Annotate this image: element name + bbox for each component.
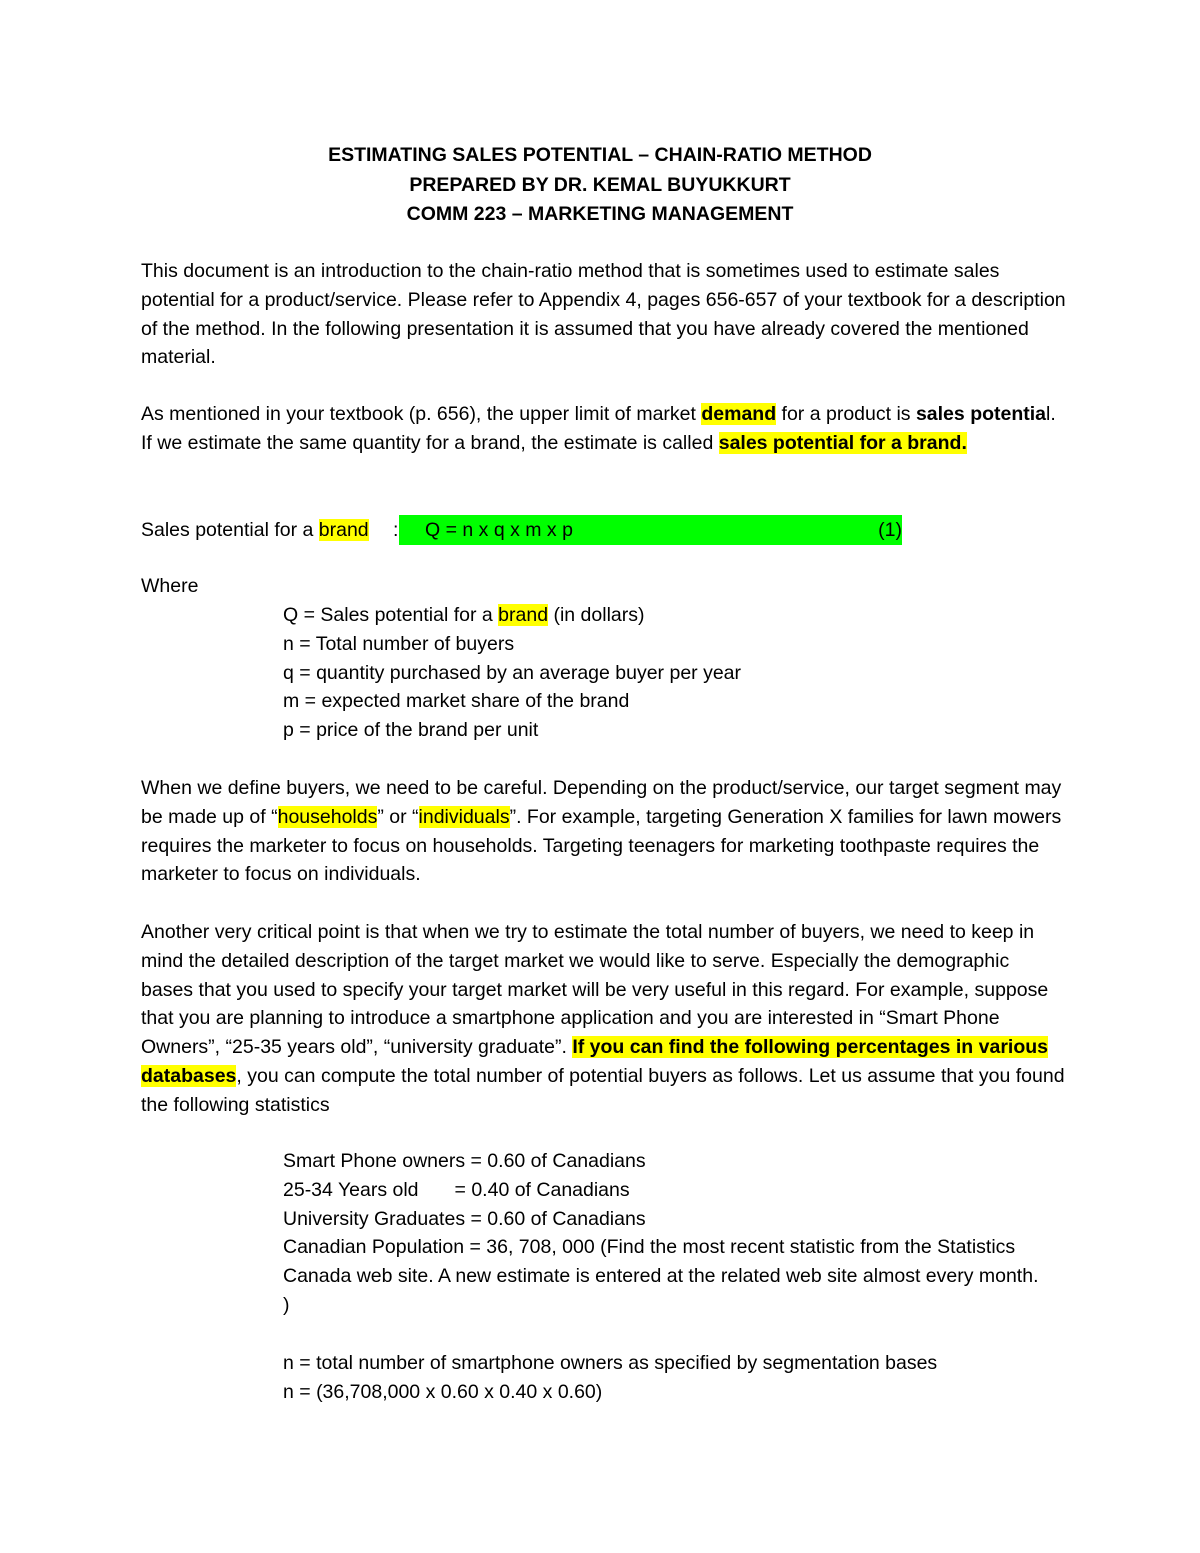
n-definition: n = total number of smartphone owners as specified by segmentation bases — [283, 1352, 938, 1374]
formula-lead: Sales potential for a — [141, 519, 319, 541]
critical-text-2: , you can compute the total number of potential buyers as follows. Let us assume that you found the following statistics — [141, 1064, 1065, 1116]
formula-number: (1) — [878, 519, 902, 541]
document-title: ESTIMATING SALES POTENTIAL – CHAIN-RATIO METHOD — [328, 144, 872, 166]
intro-paragraph: This document is an introduction to the chain-ratio method that is sometimes used to estimate sales potential for a product/service. Please refer to Appendix 4, pages 656-657 of your textbook for a description of the method. In the following presentation it is assumed that you have already covered the mentioned material. — [141, 260, 1066, 369]
highlight-brand: brand — [318, 519, 369, 541]
document-author: PREPARED BY DR. KEMAL BUYUKKURT — [409, 173, 791, 196]
definition-text-3: . If we estimate the same quantity for a brand, the estimate is called — [141, 403, 1056, 454]
highlight-brand-2: brand — [498, 604, 549, 626]
highlight-databases: If you can find the following percentages in various databases — [141, 1036, 1048, 1087]
n-calculation: n = (36,708,000 x 0.60 x 0.40 x 0.60) — [283, 1381, 603, 1403]
formula-expression: Q = n x q x m x p — [425, 519, 573, 541]
stat-age-label: 25-34 Years old — [283, 1178, 419, 1201]
definition-Q-unit: (in dollars) — [548, 604, 645, 626]
highlight-households: households — [277, 805, 378, 828]
statistics-list — [283, 1147, 1043, 1320]
buyers-paragraph — [141, 774, 1066, 889]
critical-text-1: Another very critical point is that when we try to estimate the total number of buyers, we need to keep in mind the detailed description of the target market we would like to serve. Especially the demographic bases that you used to specify your target market will be very useful in this regard. For example, suppose that you are planning to introduce a smartphone application and you are interested in “Smart Phone Owners”, “25-35 years old”, “university graduate”. — [141, 921, 1049, 1059]
stat-population: Canadian Population = 36, 708, 000 (Find the most recent statistic from the Statistics Canada web site. A new estimate is entered at the related web site almost every month. ) — [283, 1236, 1039, 1316]
where-label: Where — [141, 575, 199, 597]
buyers-text-2: ” or “ — [377, 805, 419, 828]
definition-p: p = price of the brand per unit — [283, 719, 539, 742]
definition-potential-end: l — [1046, 403, 1051, 425]
variable-definitions — [283, 601, 741, 745]
definition-m: m = expected market share of the brand — [283, 690, 630, 713]
definition-Q — [283, 601, 741, 630]
buyers-text-3: ”. For example, targeting Generation X families for lawn mowers requires the marketer to focus on households. Targeting teenagers for marketing toothpaste requires the marketer to focus on individuals. — [141, 805, 1062, 886]
formula-highlight — [393, 515, 902, 545]
formula-colon: : — [393, 519, 399, 541]
definition-Q-text: Q = Sales potential for a — [283, 604, 499, 626]
definition-paragraph — [141, 400, 1066, 458]
stat-university: University Graduates = 0.60 of Canadians — [283, 1207, 646, 1230]
buyers-text-1: When we define buyers, we need to be careful. Depending on the product/service, our target segment may be made up of “ — [141, 777, 1062, 828]
highlight-demand: demand — [701, 403, 777, 425]
highlight-sales-potential-brand: sales potential for a brand. — [718, 431, 967, 454]
stat-smartphone: Smart Phone owners = 0.60 of Canadians — [283, 1150, 646, 1172]
bold-potential: potentia — [970, 403, 1047, 425]
formula-line — [141, 515, 902, 545]
stat-age — [283, 1176, 1043, 1205]
document-header — [0, 141, 1200, 230]
document-course: COMM 223 – MARKETING MANAGEMENT — [406, 203, 794, 225]
definition-q: q = quantity purchased by an average buyer per year — [283, 661, 742, 684]
stat-age-value: = 0.40 of Canadians — [454, 1178, 630, 1201]
definition-text-1: As mentioned in your textbook (p. 656), the upper limit of market — [141, 403, 702, 425]
critical-paragraph — [141, 918, 1066, 1120]
highlight-individuals: individuals — [418, 805, 510, 828]
definition-text-2: for a product is — [776, 403, 916, 425]
definition-n: n = Total number of buyers — [283, 632, 515, 655]
bold-sales: sales — [915, 403, 965, 425]
